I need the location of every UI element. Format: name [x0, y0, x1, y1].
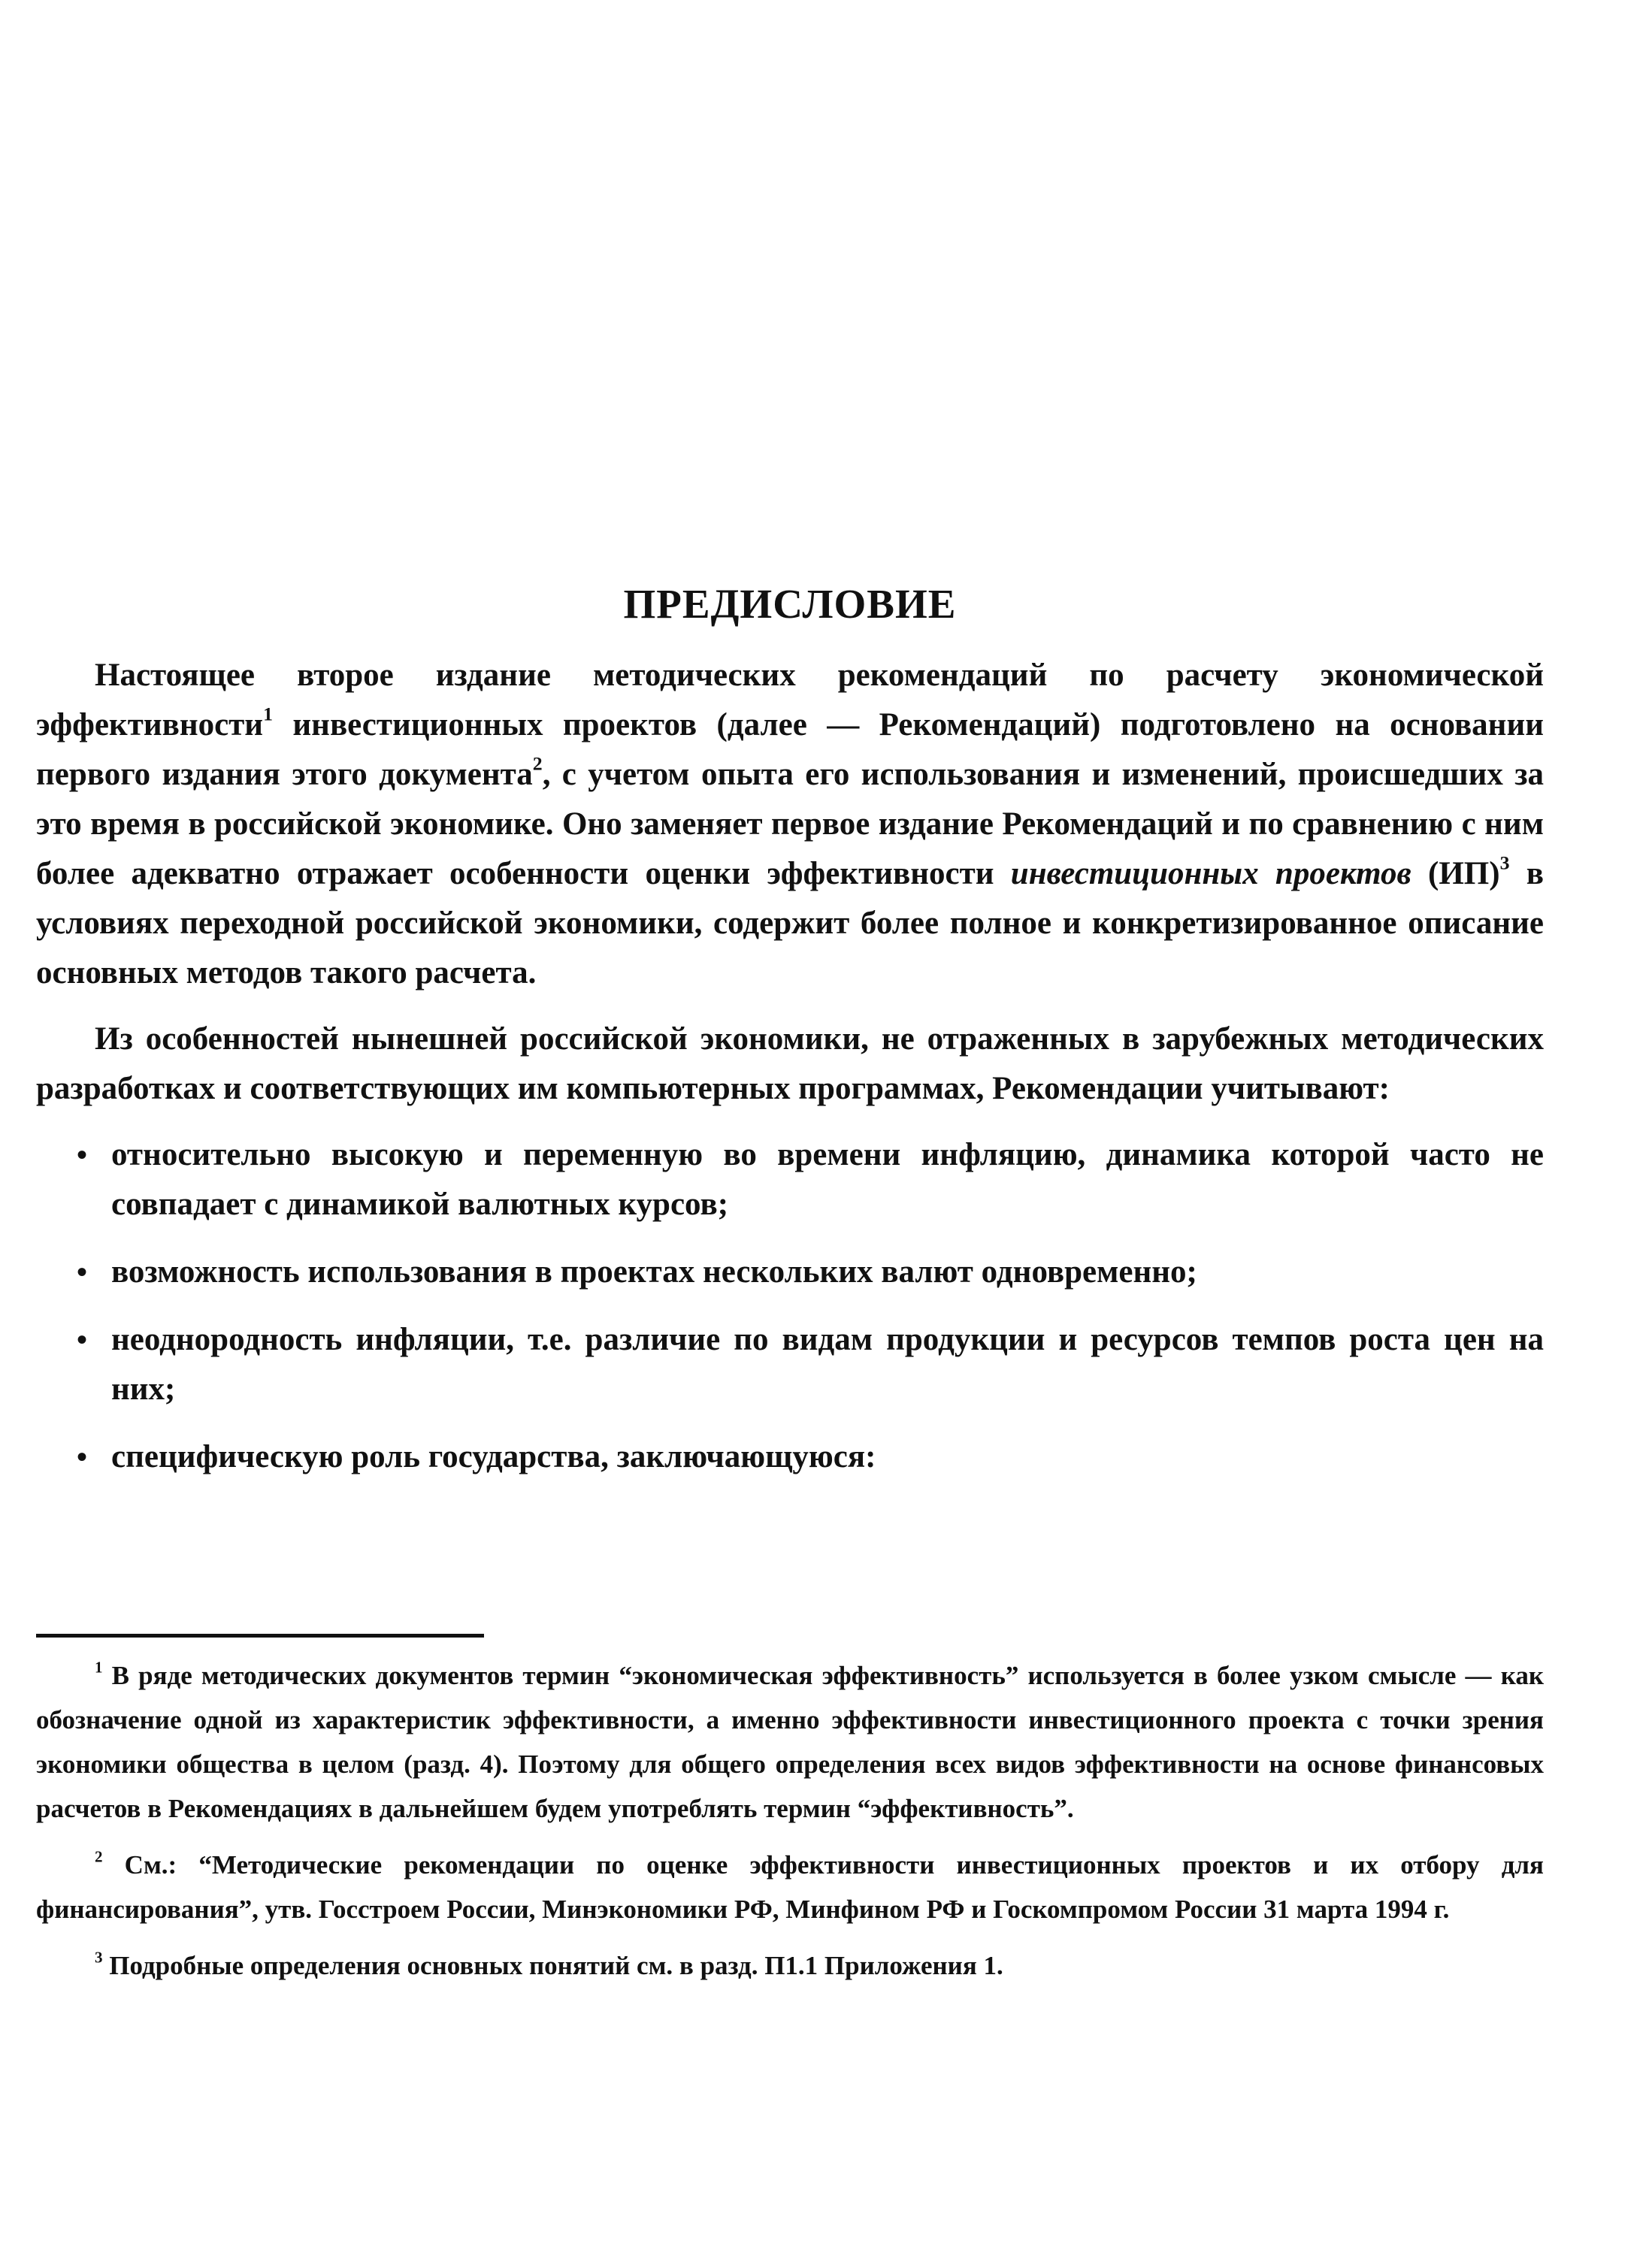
intro-text-c: , с учетом опыта его использования и изменений, происшедших за это время в российской экономике. Оно заменяет первое издание Рекомендаций и по сравнению с ним более адекватно отражает особенности оценки эффективности: [36, 757, 1544, 891]
footnote-1: [36, 1653, 1544, 1831]
footnote-ref-2: 2: [532, 752, 543, 775]
footnote-text: Подробные определения основных понятий см. в разд. П1.1 Приложения 1.: [102, 1951, 1003, 1980]
emphasized-term: инвестиционных проектов: [1010, 856, 1411, 891]
footnote-ref-1: 1: [263, 703, 273, 725]
bullet-marker: •: [77, 1323, 88, 1356]
footnote-mark: 1: [95, 1658, 103, 1677]
bullet-marker: •: [77, 1138, 88, 1172]
list-item-text: специфическую роль государства, заключающуюся:: [111, 1439, 876, 1474]
list-item: [36, 1432, 1544, 1482]
intro-text-b: инвестиционных проектов (далее — Рекомендаций) подготовлено на основании первого издания этого документа: [36, 707, 1544, 792]
footnote-2: [36, 1843, 1544, 1931]
list-item-text: неоднородность инфляции, т.е. различие по видам продукции и ресурсов темпов роста цен на них;: [111, 1322, 1544, 1407]
document-page: [36, 0, 1544, 2241]
features-list: [36, 1130, 1544, 1482]
footnote-ref-3: 3: [1499, 851, 1510, 874]
bullet-marker: •: [77, 1440, 88, 1474]
list-item: [36, 1130, 1544, 1229]
footnote-text: В ряде методических документов термин “экономическая эффективность” используется в более узком смысле — как обозначение одной из характеристик эффективности, а именно эффективности инвестиционного проекта с точки зрения экономики общества в целом (разд. 4). Поэтому для общего определения всех видов эффективности на основе финансовых расчетов в Рекомендациях в дальнейшем будем употреблять термин “эффективность”.: [36, 1661, 1544, 1823]
list-item: [36, 1315, 1544, 1414]
list-item-text: относительно высокую и переменную во времени инфляцию, динамика которой часто не совпадает с динамикой валютных курсов;: [111, 1137, 1544, 1222]
intro-text-a: Настоящее второе издание методических рекомендаций по расчету экономической эффективности: [36, 658, 1544, 742]
footnote-3: [36, 1943, 1544, 1988]
footnote-divider: [36, 1634, 484, 1638]
intro-text-d: (ИП): [1411, 856, 1500, 891]
page-title: ПРЕДИСЛОВИЕ: [623, 581, 957, 627]
list-item: [36, 1248, 1544, 1297]
footnote-text: См.: “Методические рекомендации по оценке эффективности инвестиционных проектов и их отбору для финансирования”, утв. Госстроем России, Минэкономики РФ, Минфином РФ и Госкомпромом России 31 марта 1994 г.: [36, 1850, 1544, 1924]
footnote-mark: 3: [95, 1948, 103, 1967]
body-text: [36, 651, 1544, 1500]
footnote-mark: 2: [95, 1847, 103, 1866]
intro-paragraph: [36, 651, 1544, 998]
features-paragraph: Из особенностей нынешней российской экономики, не отраженных в зарубежных методических разработках и соответствующих им компьютерных программах, Рекомендации учитывают:: [36, 1021, 1544, 1106]
bullet-marker: •: [77, 1255, 88, 1289]
list-item-text: возможность использования в проектах нескольких валют одновременно;: [111, 1254, 1197, 1290]
intro-text-e: в условиях переходной российской экономики, содержит более полное и конкретизированное описание основных методов такого расчета.: [36, 856, 1544, 990]
footnotes: [36, 1653, 1544, 2000]
